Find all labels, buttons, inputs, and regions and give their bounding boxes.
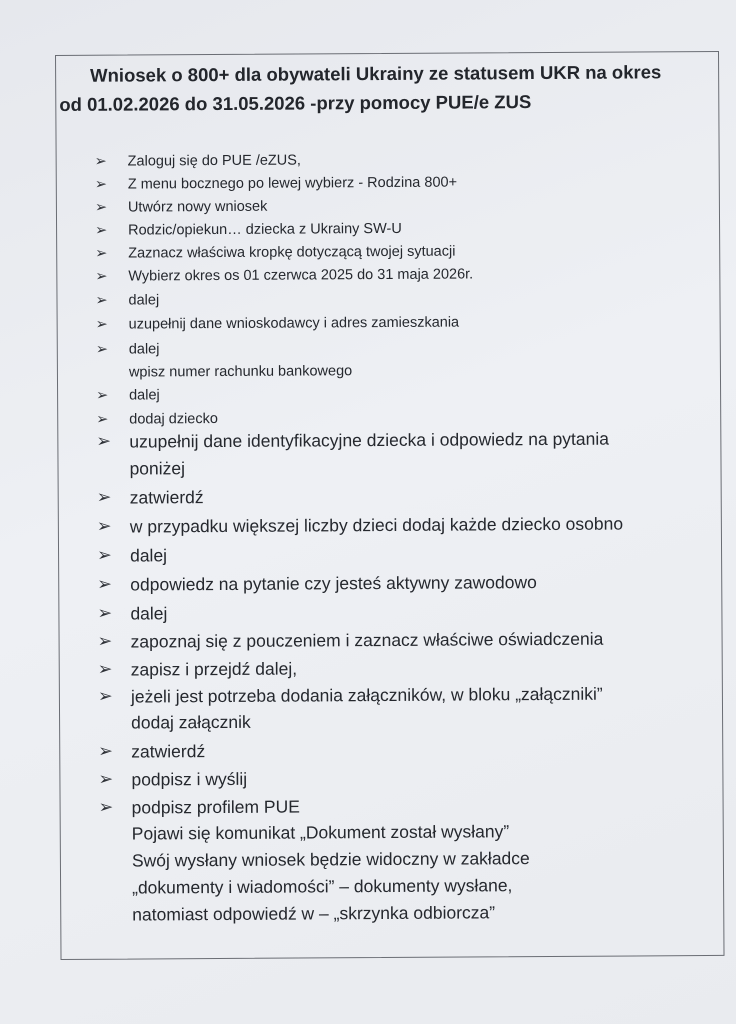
list-item-text: dalej: [130, 603, 168, 624]
list-item-text: Zaloguj się do PUE /eZUS,: [127, 152, 301, 170]
list-item-text: Rodzic/opiekun… dziecka z Ukrainy SW-U: [128, 220, 402, 239]
arrow-bullet-icon: ➢: [96, 411, 109, 428]
list-item-text: zapisz i przejdź dalej,: [130, 658, 298, 680]
document-frame: [55, 51, 725, 960]
list-item-text: zapoznaj się z pouczeniem i zaznacz właściwe oświadczenia: [130, 628, 604, 652]
list-item-text: dalej: [129, 387, 160, 404]
closing-note-line: natomiast odpowiedź w – „skrzynka odbiorcza”: [132, 902, 496, 925]
closing-note-line: Pojawi się komunikat „Dokument został wysłany”: [131, 821, 510, 844]
arrow-bullet-icon: ➢: [94, 199, 108, 216]
closing-note-line: Swój wysłany wniosek będzie widoczny w zakładce: [131, 848, 530, 871]
list-item-text: Utwórz nowy wniosek: [127, 198, 268, 216]
arrow-bullet-icon: ➢: [94, 153, 107, 170]
list-item-text: zatwierdź: [131, 741, 206, 762]
arrow-bullet-icon: ➢: [98, 797, 114, 818]
arrow-bullet-icon: ➢: [94, 176, 107, 193]
list-item-continuation: wpisz numer rachunku bankowego: [128, 363, 353, 381]
arrow-bullet-icon: ➢: [96, 431, 112, 452]
arrow-bullet-icon: ➢: [98, 769, 114, 790]
arrow-bullet-icon: ➢: [95, 222, 108, 239]
title-line-2: od 01.02.2026 do 31.05.2026 -przy pomocy PUE/e ZUS: [59, 91, 532, 115]
arrow-bullet-icon: ➢: [96, 516, 112, 537]
arrow-bullet-icon: ➢: [95, 292, 108, 309]
list-item-text: dodaj dziecko: [129, 411, 218, 428]
arrow-bullet-icon: ➢: [97, 659, 113, 680]
list-item-text: odpowiedz na pytanie czy jesteś aktywny zawodowo: [130, 572, 537, 595]
list-item-text: Zaznacz właściwa kropkę dotyczącą twojej sytuacji: [128, 243, 456, 262]
arrow-bullet-icon: ➢: [95, 245, 108, 262]
arrow-bullet-icon: ➢: [95, 268, 108, 285]
list-item-text: dalej: [128, 341, 160, 358]
list-item-text: podpisz profilem PUE: [131, 796, 300, 818]
list-item-text: dalej: [129, 545, 168, 566]
arrow-bullet-icon: ➢: [96, 487, 112, 508]
list-item-text: w przypadku większej liczby dzieci dodaj każde dziecko osobno: [129, 513, 624, 537]
list-item-text: podpisz i wyślij: [131, 768, 248, 790]
arrow-bullet-icon: ➢: [95, 316, 108, 333]
arrow-bullet-icon: ➢: [97, 603, 113, 624]
list-item-text: uzupełnij dane wnioskodawcy i adres zamieszkania: [128, 314, 460, 333]
list-item-text: Z menu bocznego po lewej wybierz - Rodzina 800+: [127, 174, 458, 193]
list-item-text: zatwierdź: [129, 487, 204, 508]
closing-note-line: „dokumenty i wiadomości” – dokumenty wysłane,: [132, 875, 513, 898]
arrow-bullet-icon: ➢: [97, 574, 112, 595]
list-item-text: Wybierz okres os 01 czerwca 2025 do 31 maja 2026r.: [128, 266, 474, 285]
arrow-bullet-icon: ➢: [98, 741, 113, 762]
list-item-text: dalej: [128, 292, 160, 309]
arrow-bullet-icon: ➢: [97, 631, 113, 652]
list-item-continuation: dodaj załącznik: [131, 711, 251, 733]
list-item-continuation: poniżej: [129, 458, 186, 479]
document-title: [56, 57, 718, 119]
list-item-text: jeżeli jest potrzeba dodania załączników, w bloku „załączniki”: [130, 683, 603, 707]
arrow-bullet-icon: ➢: [97, 686, 113, 707]
arrow-bullet-icon: ➢: [96, 545, 112, 566]
arrow-bullet-icon: ➢: [95, 341, 109, 358]
title-line-1: Wniosek o 800+ dla obywateli Ukrainy ze statusem UKR na okres: [90, 61, 662, 86]
list-item-text: uzupełnij dane identyfikacyjne dziecka i odpowiedz na pytania: [129, 428, 610, 452]
arrow-bullet-icon: ➢: [96, 387, 109, 404]
